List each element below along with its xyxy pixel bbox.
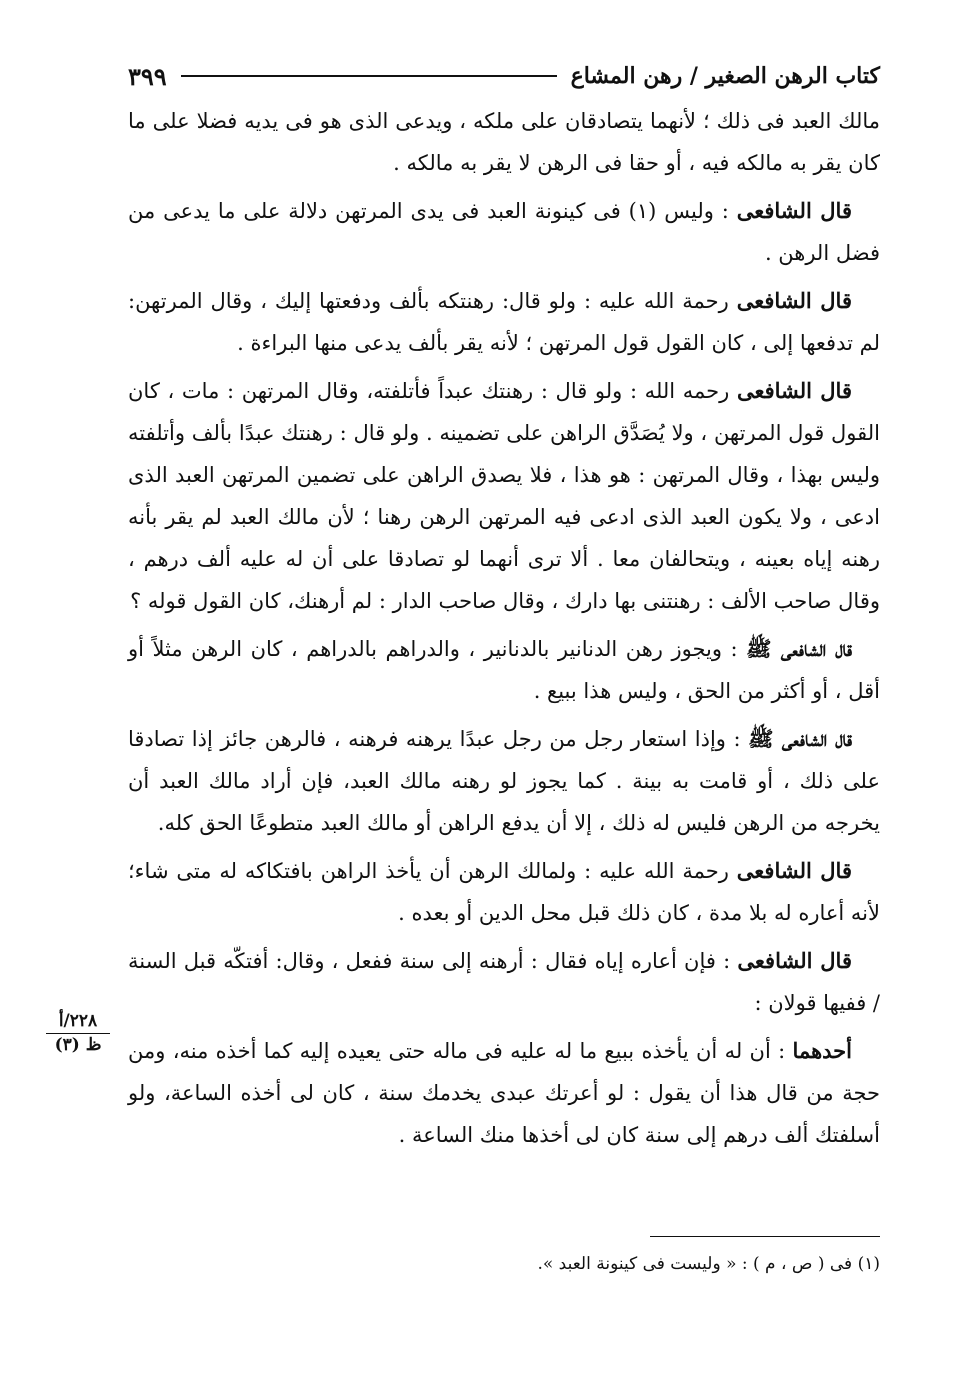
paragraph-speaker: قال الشافعى (736, 858, 852, 883)
running-header (128, 56, 880, 96)
paragraph-text: رحمة الله عليه : ولمالك الرهن أن يأخذ الراهن بافتكاكه له متى شاء؛ لأنه أعاره له بلا مدة ، كان ذلك قبل محل الدين أو بعده . (128, 859, 880, 925)
paragraph (128, 370, 880, 622)
paragraph-text: : فإن أعاره إياه فقال : أرهنه إلى سنة ففعل ، وقال: أفتكّه قبل السنة / ففيها قولان : (128, 949, 880, 1015)
paragraph (128, 190, 880, 274)
footnote-divider (650, 1236, 880, 1237)
page-number: ٣٩٩ (128, 61, 167, 91)
paragraph-text: مالك العبد فى ذلك ؛ لأنهما يتصادقان على ملكه ، ويدعى الذى هو فى يديه فضلا على ما كان يقر به مالكه فيه ، أو حقا فى الرهن لا يقر به مالكه . (128, 109, 880, 175)
paragraph-speaker: أحدهما (792, 1038, 852, 1063)
paragraph (128, 628, 880, 712)
header-rule (181, 75, 557, 77)
paragraph (128, 718, 880, 844)
paragraph-text: : وإذا استعار رجل من رجل عبدًا يرهنه فرهنه ، فالرهن جائز إذا تصادقا على ذلك ، أو قامت به بينة . كما يجوز لو رهنه مالك العبد، فإن أراد مالك العبد أن يخرجه من الرهن فليس له ذلك ، إلا أن يدفع الراهن أو مالك العبد متطوعًا الحق كله. (128, 727, 880, 835)
paragraph-text: رحمه الله : ولو قال : رهنتك عبداً فأتلفته، وقال المرتهن : مات ، كان القول قول المرتهن ، ولا يُصَدَّق الراهن على تضمينه . ولو قال : رهنتك عبدًا بألف وأتلفته وليس بهذا ، وقال المرتهن : هو هذا ، فلا يصدق الراهن على تضمين المرتهن العبد الذى ادعى ، ولا يكون العبد الذى ادعى فيه المرتهن الرهن رهنا ؛ لأن مالك العبد لم يقر بأنه رهنه إياه بعينه ، ويتحالفان معا . ألا ترى أنهما لو تصادقا على أن له عليه ألف درهم ، وقال صاحب الألف : رهنتنى بها دارك ، وقال صاحب الدار : لم أرهنك، كان القول قوله ؟ (128, 379, 880, 613)
paragraph-speaker: قال الشافعى ﷺ (748, 726, 852, 751)
paragraph (128, 100, 880, 184)
footnote: (١) فى ( ص ، م ) : « وليست فى كينونة العبد ». (537, 1254, 880, 1274)
margin-note-folio: ٢٢٨/أ (46, 1010, 110, 1034)
paragraph-text: : أن له أن يأخذه ببيع ما له عليه فى ماله حتى يعيده إليه كما أخذه منه، ومن حجة من قال هذا أن يقول : لو أعرتك عبدى يخدمك سنة ، كان لى أخذه الساعة، ولو أسلفتك ألف درهم إلى سنة كان لى أخذها منك الساعة . (128, 1039, 880, 1147)
paragraph-text: رحمة الله عليه : ولو قال: رهنتكه بألف ودفعتها إليك ، وقال المرتهن: لم تدفعها إلى ، كان القول قول المرتهن ؛ لأنه يقر بألف يدعى منها البراءة . (128, 289, 880, 355)
paragraph-text: : وليس (١) فى كينونة العبد فى يدى المرتهن دلالة على ما يدعى من فضل الرهن . (128, 199, 880, 265)
paragraph-speaker: قال الشافعى (736, 288, 852, 313)
paragraph (128, 850, 880, 934)
paragraph (128, 1030, 880, 1156)
margin-note (46, 1010, 110, 1056)
paragraph-speaker: قال الشافعى (736, 378, 852, 403)
paragraph-text: : ويجوز رهن الدنانير بالدنانير ، والدراهم بالدراهم ، كان الرهن مثلاً أو أقل ، أو أكثر من الحق ، وليس هذا ببيع . (128, 637, 880, 703)
paragraph-speaker: قال الشافعى (737, 948, 852, 973)
paragraph (128, 940, 880, 1024)
paragraph (128, 280, 880, 364)
header-title: كتاب الرهن الصغير / رهن المشاع (570, 63, 880, 89)
body-text (128, 100, 880, 1162)
paragraph-speaker: قال الشافعى ﷺ (746, 636, 852, 661)
margin-note-manuscript: ظ (٣) (54, 1035, 102, 1055)
paragraph-speaker: قال الشافعى (736, 198, 852, 223)
